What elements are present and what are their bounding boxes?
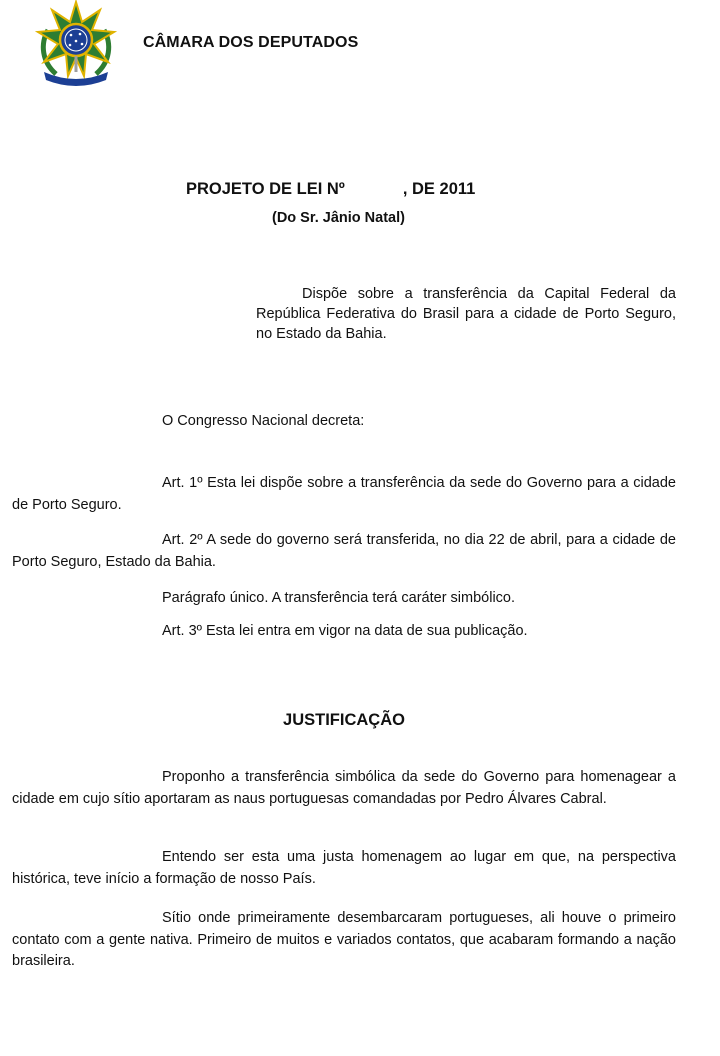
sole-paragraph: Parágrafo único. A transferência terá caráter simbólico. bbox=[162, 590, 516, 606]
article-1: Art. 1º Esta lei dispõe sobre a transferência da sede do Governo para a cidade de Porto Seguro. bbox=[12, 475, 676, 513]
bill-summary-text: Dispõe sobre a transferência da Capital Federal da República Federativa do Brasil para a cidade de Porto Seguro, no Estado da Bahia. bbox=[256, 286, 676, 342]
justification-heading: JUSTIFICAÇÃO bbox=[283, 711, 405, 729]
bill-title-prefix: PROJETO DE LEI Nº bbox=[186, 180, 345, 198]
bill-summary bbox=[256, 284, 676, 344]
justification-paragraph-3: Sítio onde primeiramente desembarcaram portugueses, ali houve o primeiro contato com a gente nativa. Primeiro de muitos e variados contatos, que acabaram formando a nação brasileira. bbox=[12, 910, 676, 969]
article-3: Art. 3º Esta lei entra em vigor na data de sua publicação. bbox=[162, 623, 528, 639]
bill-author: (Do Sr. Jânio Natal) bbox=[272, 210, 405, 226]
justification-paragraph-1: Proponho a transferência simbólica da sede do Governo para homenagear a cidade em cujo sítio aportaram as naus portuguesas comandadas por Pedro Álvares Cabral. bbox=[12, 769, 676, 807]
house-name: CÂMARA DOS DEPUTADOS bbox=[143, 34, 359, 51]
enactment-clause: O Congresso Nacional decreta: bbox=[162, 413, 365, 429]
bill-title bbox=[186, 180, 475, 199]
brazil-coat-of-arms-icon bbox=[34, 0, 118, 86]
bill-title-year: , DE 2011 bbox=[402, 180, 476, 198]
justification-paragraph-2: Entendo ser esta uma justa homenagem ao lugar em que, na perspectiva histórica, teve início a formação de nosso País. bbox=[12, 849, 676, 887]
article-2: Art. 2º A sede do governo será transferida, no dia 22 de abril, para a cidade de Porto Seguro, Estado da Bahia. bbox=[12, 532, 676, 570]
